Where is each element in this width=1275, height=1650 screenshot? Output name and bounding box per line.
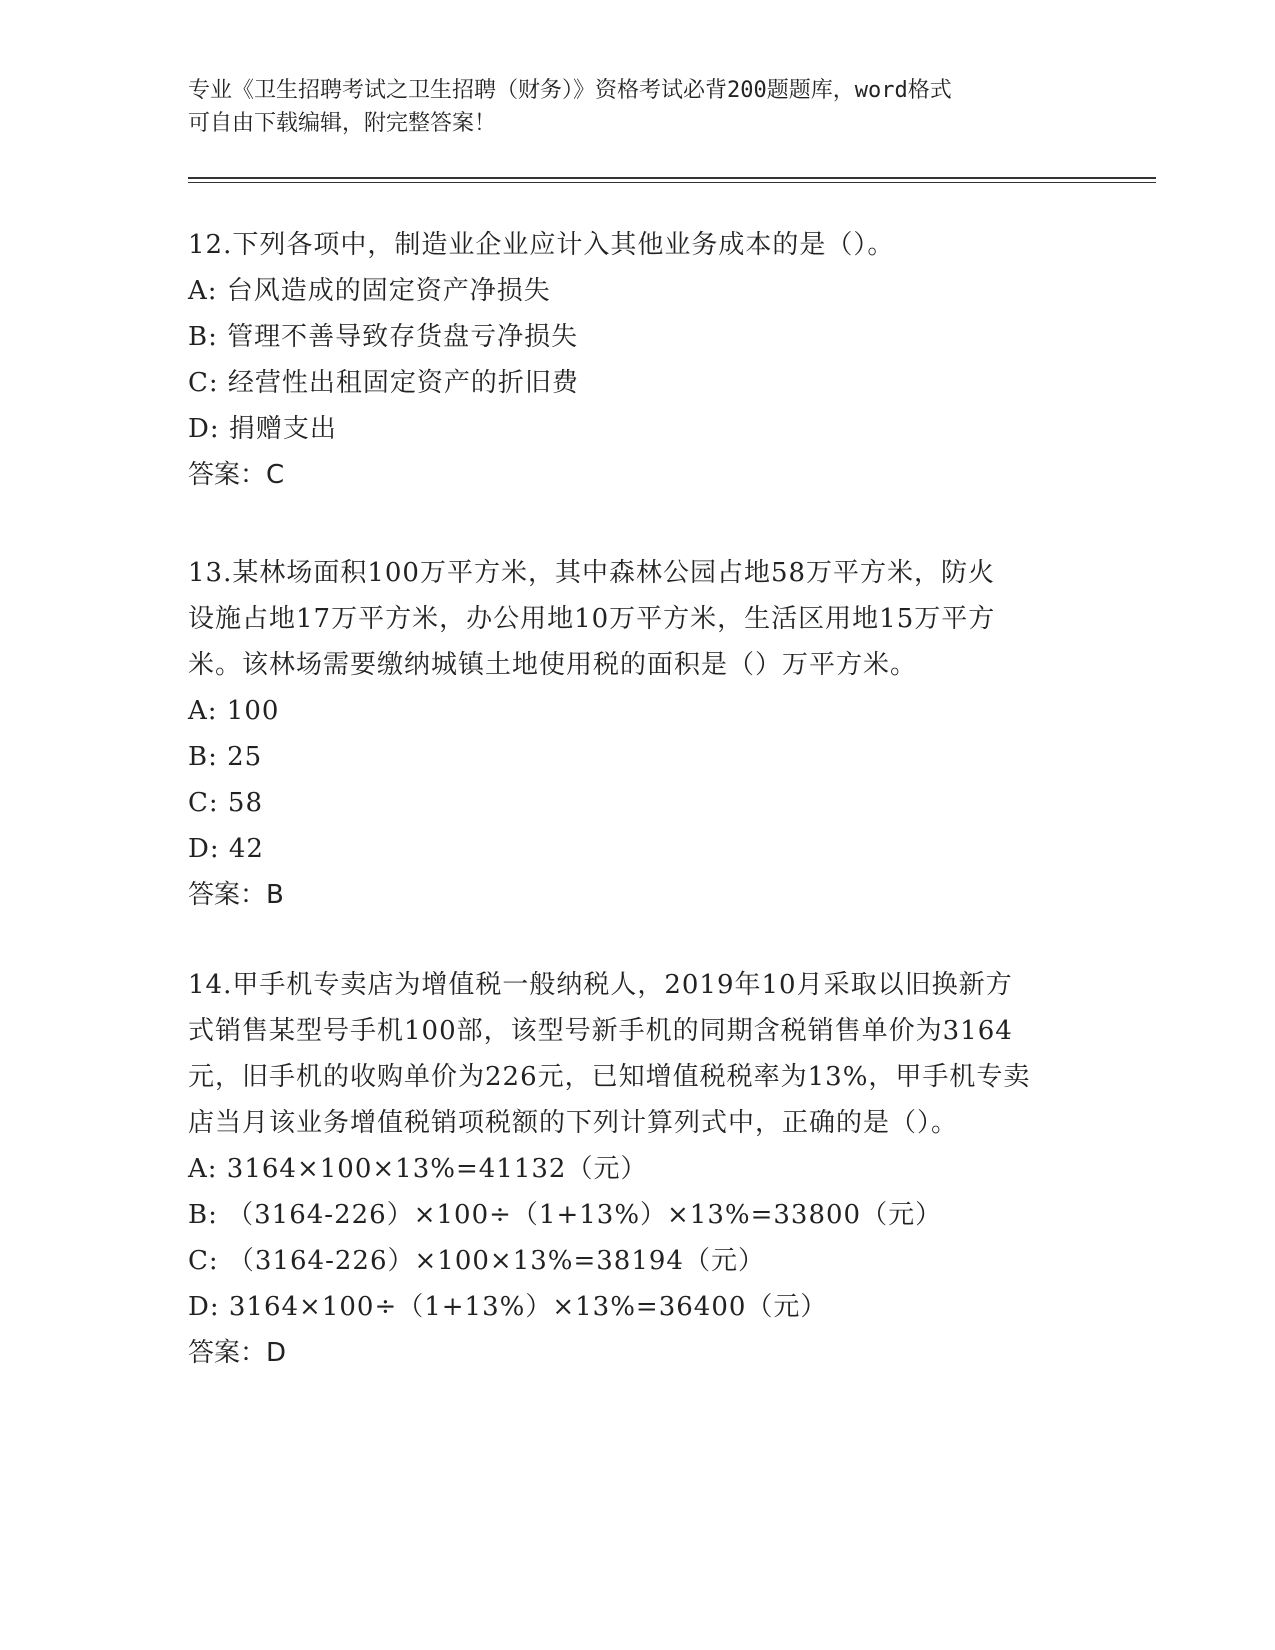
answer-label: 答案：D — [188, 1338, 287, 1368]
option-b: B: （3164-226）×100÷（1+13%）×13%=33800（元） — [188, 1200, 943, 1230]
answer-label: 答案：B — [188, 880, 284, 910]
answer-label: 答案：C — [188, 460, 285, 490]
header-line-1: 专业《卫生招聘考试之卫生招聘（财务）》资格考试必背200题题库，word格式 — [188, 78, 952, 103]
option-c: C: 58 — [188, 788, 264, 818]
option-c: C: （3164-226）×100×13%=38194（元） — [188, 1246, 765, 1276]
option-d: D: 捐赠支出 — [188, 414, 337, 444]
option-d: D: 42 — [188, 834, 264, 864]
question-stem-line-1: 14.甲手机专卖店为增值税一般纳税人，2019年10月采取以旧换新方 — [188, 970, 1013, 1000]
question-stem-line-2: 设施占地17万平方米，办公用地10万平方米，生活区用地15万平方 — [188, 604, 996, 634]
option-d: D: 3164×100÷（1+13%）×13%=36400（元） — [188, 1292, 828, 1322]
option-a: A: 3164×100×13%=41132（元） — [188, 1154, 648, 1184]
question-stem-line-2: 式销售某型号手机100部，该型号新手机的同期含税销售单价为3164 — [188, 1016, 1013, 1046]
header-line-2: 可自由下载编辑，附完整答案！ — [188, 111, 497, 136]
question-14 — [188, 962, 1088, 1376]
option-a: A: 100 — [188, 696, 280, 726]
question-stem-line-3: 米。该林场需要缴纳城镇土地使用税的面积是（）万平方米。 — [188, 650, 918, 680]
header-divider-thin — [188, 182, 1156, 183]
question-stem-line-3: 元，旧手机的收购单价为226元，已知增值税税率为13%，甲手机专卖 — [188, 1062, 1031, 1092]
option-b: B: 管理不善导致存货盘亏净损失 — [188, 322, 579, 352]
option-b: B: 25 — [188, 742, 263, 772]
option-a: A: 台风造成的固定资产净损失 — [188, 276, 551, 306]
document-header — [188, 74, 1088, 140]
question-stem: 12.下列各项中，制造业企业应计入其他业务成本的是（）。 — [188, 230, 895, 260]
question-13 — [188, 550, 1088, 918]
question-12 — [188, 222, 1088, 498]
option-c: C: 经营性出租固定资产的折旧费 — [188, 368, 579, 398]
question-stem-line-4: 店当月该业务增值税销项税额的下列计算列式中，正确的是（）。 — [188, 1108, 959, 1138]
header-divider — [188, 177, 1156, 179]
question-stem-line-1: 13.某林场面积100万平方米，其中森林公园占地58万平方米，防火 — [188, 558, 996, 588]
